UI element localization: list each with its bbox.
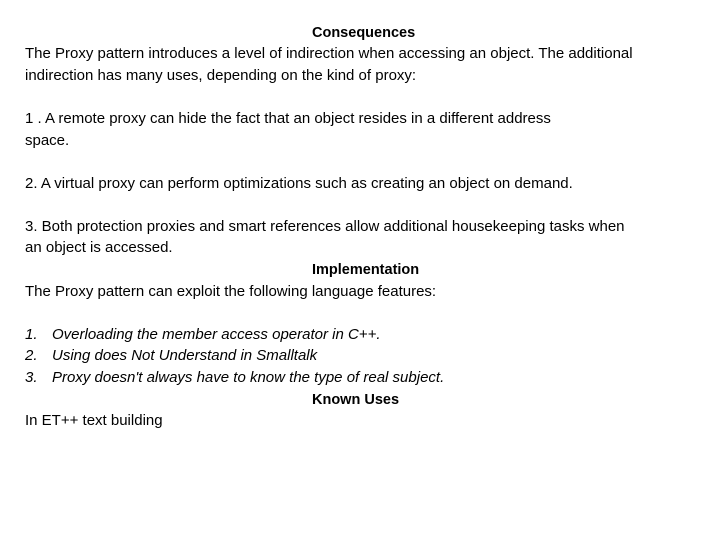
list-item-text: Overloading the member access operator in C++. [52, 326, 381, 343]
list-item-text: Using does Not Understand in Smalltalk [52, 347, 318, 364]
consequence-item-3-line-1: 3. Both protection proxies and smart references allow additional housekeeping tasks when [25, 218, 625, 235]
consequences-heading: Consequences [312, 25, 416, 41]
implementation-heading: Implementation [312, 262, 420, 278]
consequences-intro-line-2: indirection has many uses, depending on the kind of proxy: [25, 67, 417, 84]
list-item-text: Proxy doesn't always have to know the type of real subject. [52, 369, 445, 386]
list-number: 2. [25, 347, 38, 364]
list-number: 3. [25, 369, 38, 386]
consequence-item-1-line-2: space. [25, 132, 70, 149]
implementation-intro: The Proxy pattern can exploit the following language features: [25, 283, 437, 300]
consequence-item-3-line-2: an object is accessed. [25, 239, 173, 256]
list-number: 1. [25, 326, 38, 343]
implementation-item-3 [25, 368, 444, 388]
consequences-intro-line-1: The Proxy pattern introduces a level of indirection when accessing an object. The additional [25, 45, 633, 62]
consequence-item-2: 2. A virtual proxy can perform optimizations such as creating an object on demand. [25, 175, 573, 192]
known-uses-text: In ET++ text building [25, 412, 163, 429]
implementation-item-1 [25, 325, 381, 345]
implementation-item-2 [25, 346, 317, 366]
consequence-item-1-line-1: 1 . A remote proxy can hide the fact that an object resides in a different address [25, 110, 551, 127]
known-uses-heading: Known Uses [312, 392, 400, 408]
